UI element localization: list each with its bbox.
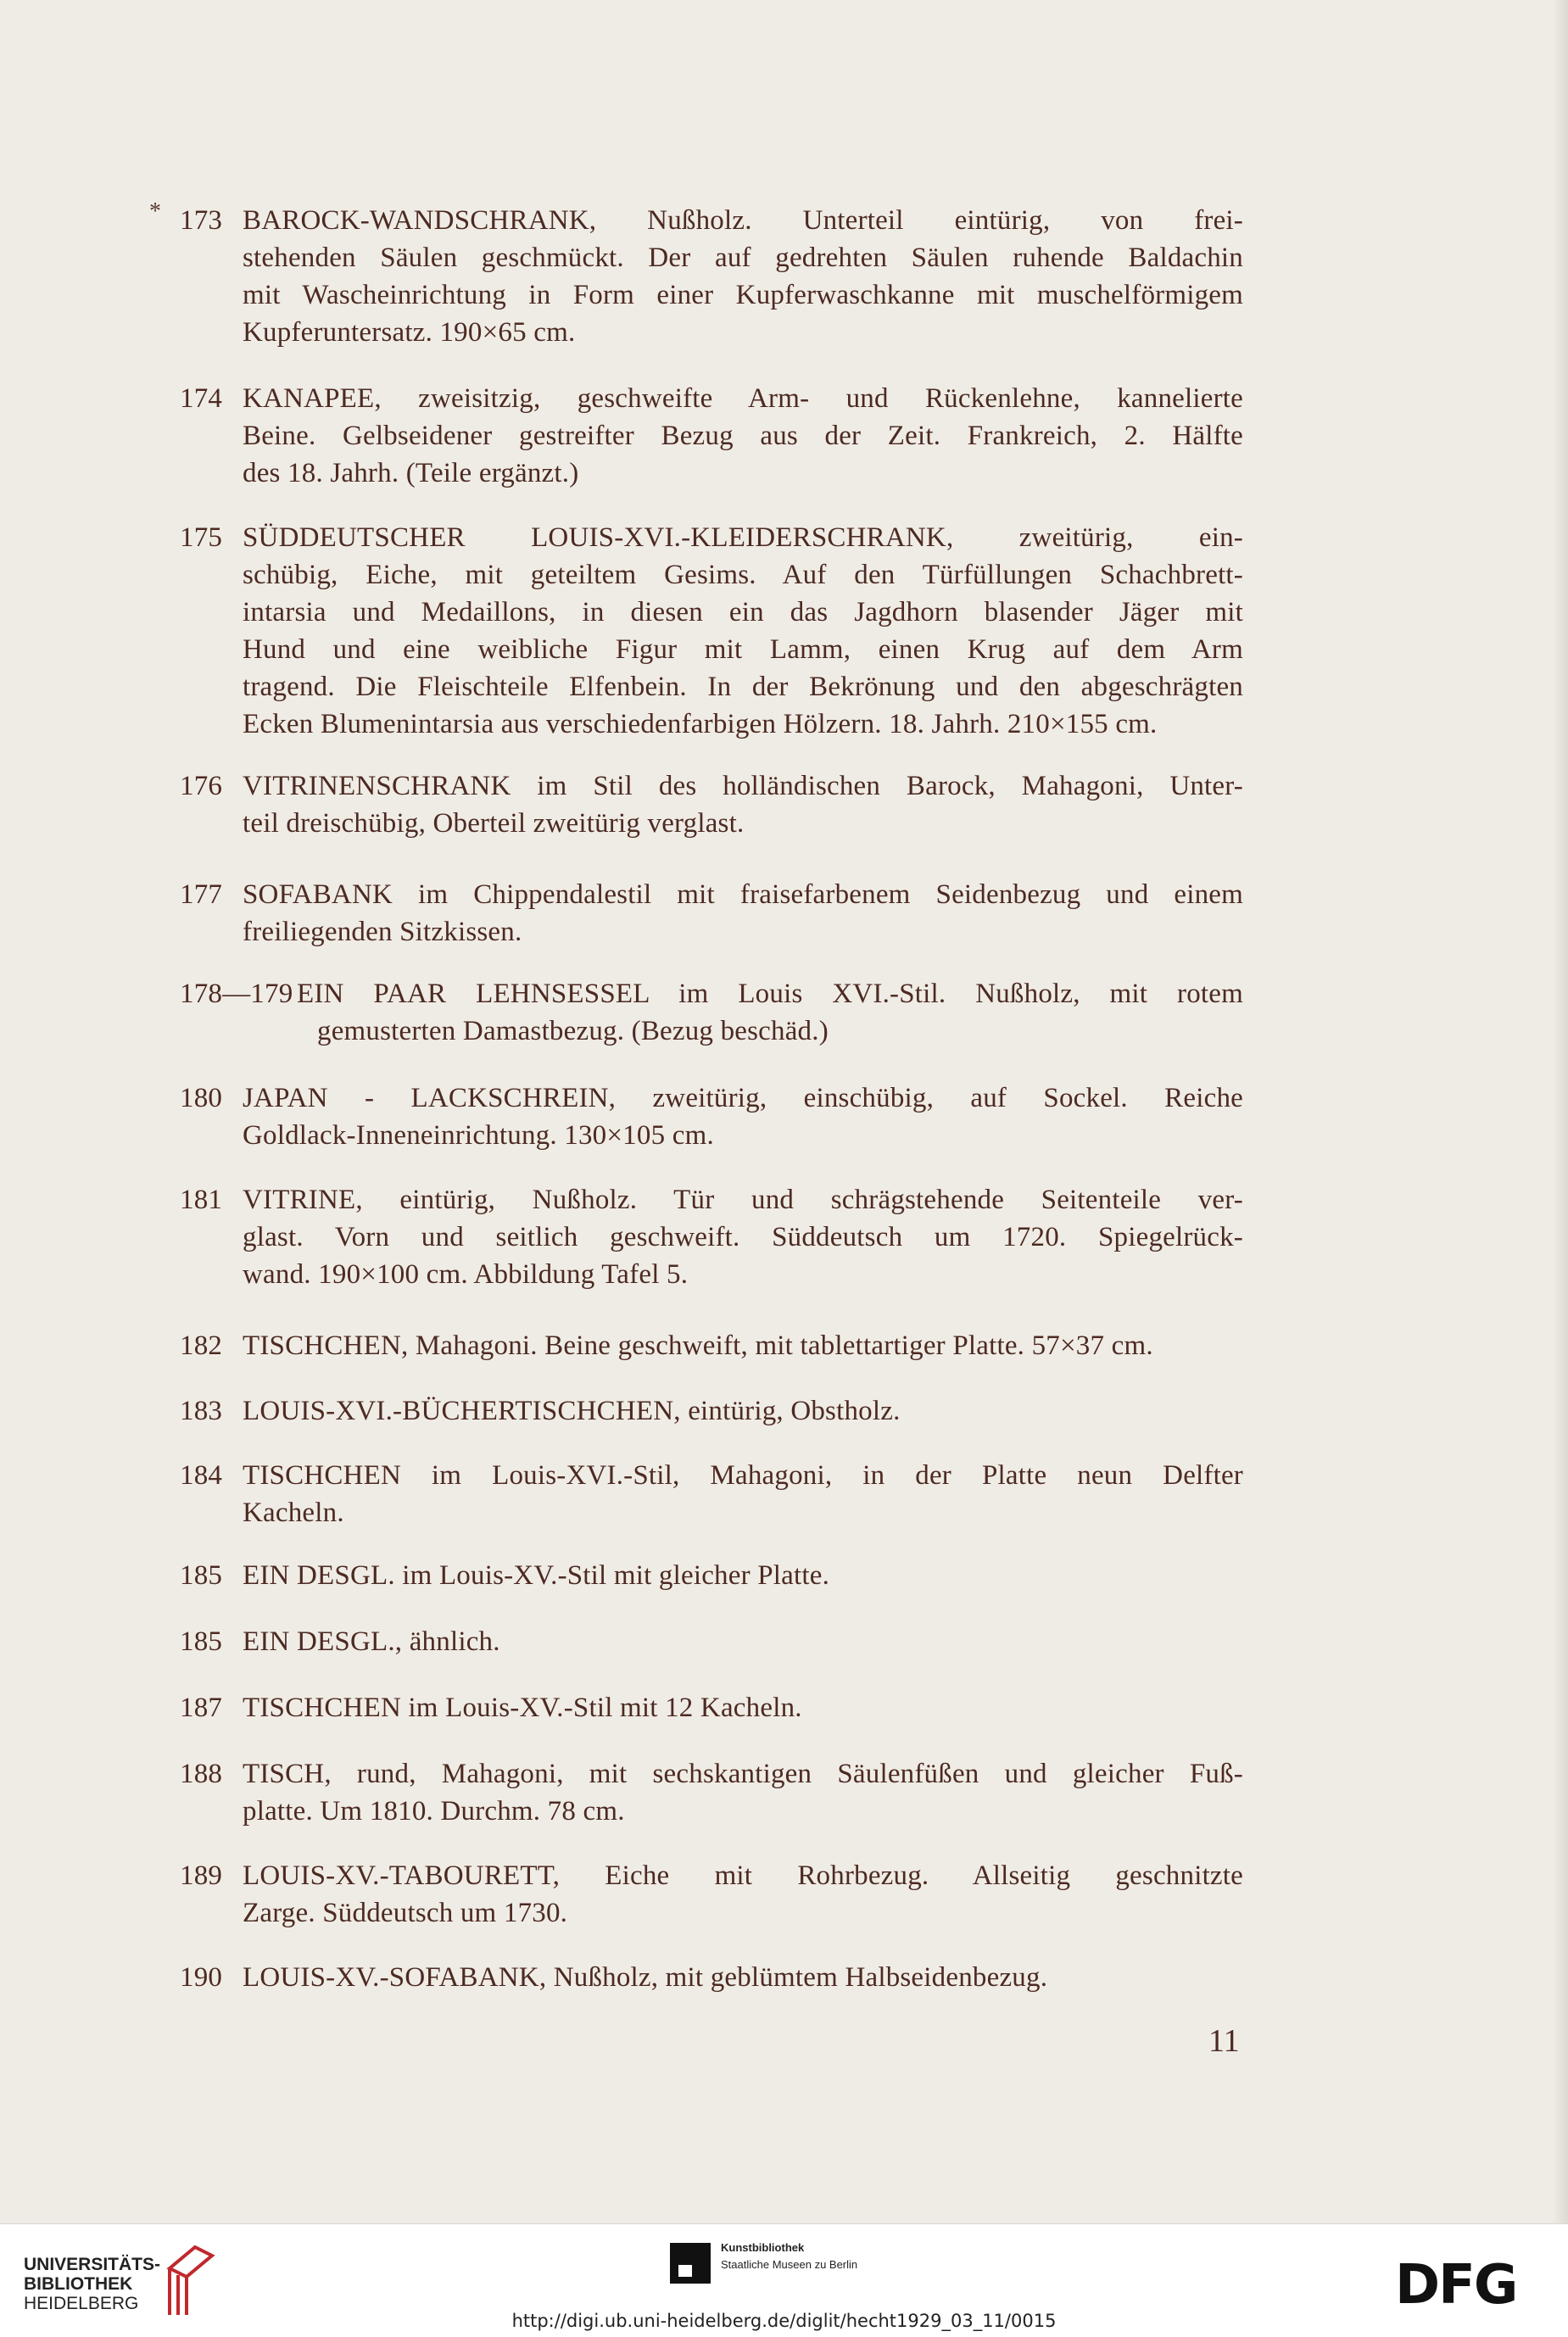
lot-number: 183: [180, 1396, 223, 1426]
entry-line: platte. Um 1810. Durchm. 78 cm.: [243, 1796, 625, 1827]
entry-line: VITRINENSCHRANK im Stil des holländischen Barock, Mahagoni, Unter-: [243, 771, 1243, 801]
entry-line: des 18. Jahrh. (Teile ergänzt.): [243, 458, 579, 488]
kunstbibliothek-title: Kunstbibliothek: [721, 2241, 805, 2254]
entry-line: schübig, Eiche, mit geteiltem Gesims. Auf den Türfüllungen Schachbrett-: [243, 560, 1243, 590]
entry-line: KANAPEE, zweisitzig, geschweifte Arm- und Rückenlehne, kannelierte: [243, 383, 1243, 414]
lot-number: 184: [180, 1460, 223, 1491]
entry-line: VITRINE, eintürig, Nußholz. Tür und schrägstehende Seitenteile ver-: [243, 1185, 1243, 1215]
entry-line: LOUIS-XV.-SOFABANK, Nußholz, mit geblümtem Halbseidenbezug.: [243, 1962, 1048, 1993]
entry-line: Kacheln.: [243, 1498, 344, 1528]
entry-line: mit Wascheinrichtung in Form einer Kupferwaschkanne mit muschelförmigem: [243, 280, 1243, 310]
library-logo-line-2: BIBLIOTHEK: [24, 2274, 133, 2294]
lot-number: 189: [180, 1860, 223, 1891]
entry-line: Beine. Gelbseidener gestreifter Bezug aus der Zeit. Frankreich, 2. Hälfte: [243, 421, 1243, 451]
lot-number: 174: [180, 383, 223, 414]
library-emblem-icon: [161, 2243, 220, 2319]
kunstbibliothek-logo[interactable]: [670, 2239, 882, 2290]
lot-number: 175: [180, 522, 223, 553]
entry-line: TISCHCHEN im Louis-XVI.-Stil, Mahagoni, in der Platte neun Delfter: [243, 1460, 1243, 1491]
entry-line: SÜDDEUTSCHER LOUIS-XVI.-KLEIDERSCHRANK, zweitürig, ein-: [243, 522, 1243, 553]
entry-line: teil dreischübig, Oberteil zweitürig verglast.: [243, 808, 745, 839]
entry-line: SOFABANK im Chippendalestil mit fraisefarbenem Seidenbezug und einem: [243, 879, 1243, 910]
entry-line: Goldlack-Inneneinrichtung. 130×105 cm.: [243, 1120, 714, 1151]
entry-line: Zarge. Süddeutsch um 1730.: [243, 1898, 568, 1928]
entry-line: EIN DESGL. im Louis-XV.-Stil mit gleicher Platte.: [243, 1560, 830, 1591]
entry-line: Hund und eine weibliche Figur mit Lamm, einen Krug auf dem Arm: [243, 634, 1243, 665]
lot-number: 182: [180, 1330, 223, 1361]
lot-number: 185: [180, 1560, 223, 1591]
university-library-logo[interactable]: [24, 2255, 160, 2313]
library-logo-line-1: UNIVERSITÄTS-: [24, 2255, 161, 2274]
lot-number: 188: [180, 1759, 223, 1789]
kunstbibliothek-subtitle: Staatliche Museen zu Berlin: [721, 2258, 858, 2271]
entry-line: gemusterten Damastbezug. (Bezug beschäd.): [317, 1016, 829, 1046]
lot-number: 177: [180, 879, 223, 910]
lot-number: 176: [180, 771, 223, 801]
asterisk-marker: *: [149, 198, 161, 225]
entry-line: LOUIS-XV.-TABOURETT, Eiche mit Rohrbezug. Allseitig geschnitzte: [243, 1860, 1243, 1891]
dfg-logo[interactable]: DFG: [1395, 2254, 1517, 2317]
entry-line: stehenden Säulen geschmückt. Der auf gedrehten Säulen ruhende Baldachin: [243, 243, 1243, 273]
lot-number: 181: [180, 1185, 223, 1215]
entry-line: TISCH, rund, Mahagoni, mit sechskantigen Säulenfüßen und gleicher Fuß-: [243, 1759, 1243, 1789]
lot-number: 190: [180, 1962, 223, 1993]
digitization-footer: [0, 2223, 1568, 2337]
entry-line: TISCHCHEN im Louis-XV.-Stil mit 12 Kacheln.: [243, 1693, 802, 1723]
entry-line: Kupferuntersatz. 190×65 cm.: [243, 317, 576, 348]
lot-number: 180: [180, 1083, 223, 1113]
entry-line: intarsia und Medaillons, in diesen ein das Jagdhorn blasender Jäger mit: [243, 597, 1243, 627]
library-logo-line-3: HEIDELBERG: [24, 2294, 139, 2313]
entry-line: EIN PAAR LEHNSESSEL im Louis XVI.-Stil. Nußholz, mit rotem: [297, 979, 1243, 1009]
entry-line: Ecken Blumenintarsia aus verschiedenfarbigen Hölzern. 18. Jahrh. 210×155 cm.: [243, 709, 1158, 739]
entry-line: BAROCK-WANDSCHRANK, Nußholz. Unterteil eintürig, von frei-: [243, 205, 1243, 236]
kunstbibliothek-icon: [670, 2243, 711, 2284]
lot-number: 187: [180, 1693, 223, 1723]
entry-line: wand. 190×100 cm. Abbildung Tafel 5.: [243, 1259, 689, 1290]
entry-line: EIN DESGL., ähnlich.: [243, 1626, 500, 1657]
entry-line: LOUIS-XVI.-BÜCHERTISCHCHEN, eintürig, Obstholz.: [243, 1396, 901, 1426]
entry-line: TISCHCHEN, Mahagoni. Beine geschweift, mit tablettartiger Platte. 57×37 cm.: [243, 1330, 1153, 1361]
entry-line: freiliegenden Sitzkissen.: [243, 917, 522, 947]
page-number: 11: [1208, 2023, 1240, 2059]
lot-number: 185: [180, 1626, 223, 1657]
permalink-url[interactable]: http://digi.ub.uni-heidelberg.de/diglit/hecht1929_03_11/0015: [511, 2311, 1057, 2331]
entry-line: JAPAN - LACKSCHREIN, zweitürig, einschübig, auf Sockel. Reiche: [243, 1083, 1243, 1113]
entry-line: tragend. Die Fleischteile Elfenbein. In der Bekrönung und den abgeschrägten: [243, 672, 1243, 702]
lot-number: 173: [180, 205, 223, 236]
entry-line: glast. Vorn und seitlich geschweift. Süddeutsch um 1720. Spiegelrück-: [243, 1222, 1243, 1252]
lot-number: 178—179: [180, 979, 293, 1009]
